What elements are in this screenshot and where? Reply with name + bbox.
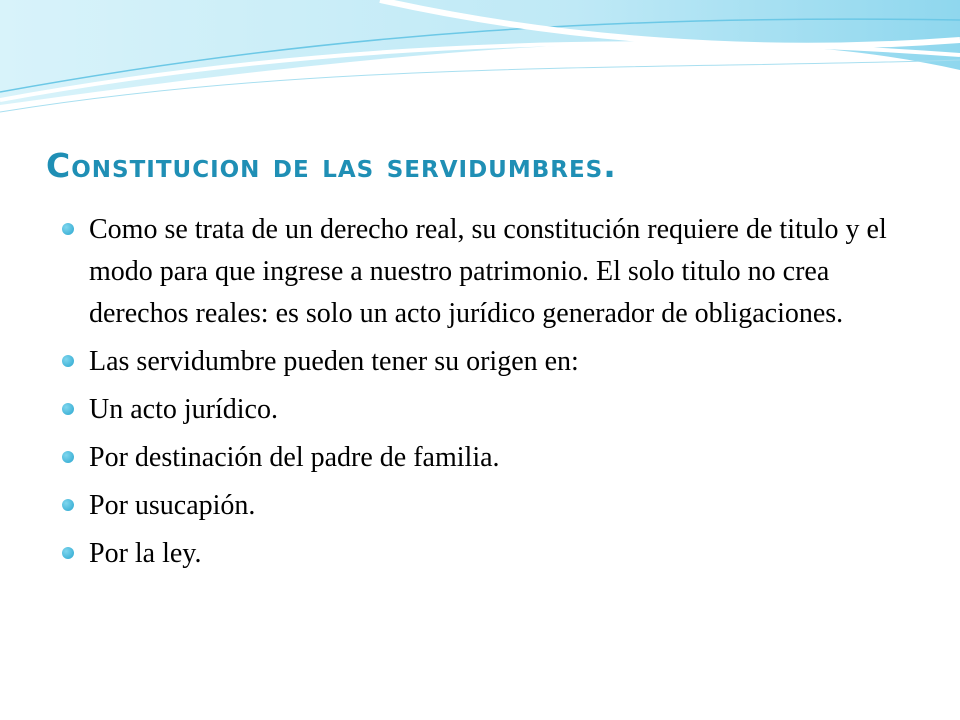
- bullet-text: Un acto jurídico.: [89, 394, 278, 425]
- list-item: [62, 341, 912, 383]
- bullet-text: Por usucapión.: [89, 490, 256, 521]
- bullet-text: Por la ley.: [89, 538, 202, 569]
- bullet-icon: [62, 451, 74, 463]
- list-item: [62, 389, 912, 431]
- bullet-list: [62, 209, 912, 581]
- bullet-icon: [62, 223, 74, 235]
- bullet-icon: [62, 403, 74, 415]
- bullet-text: Las servidumbre pueden tener su origen en:: [89, 346, 579, 377]
- bullet-icon: [62, 355, 74, 367]
- list-item: [62, 437, 912, 479]
- list-item: [62, 533, 912, 575]
- bullet-text: Como se trata de un derecho real, su constitución requiere de titulo y el modo para que ingrese a nuestro patrimonio. El solo titulo no crea derechos reales: es solo un acto jurídico generador de obligaciones.: [89, 214, 887, 329]
- bullet-icon: [62, 547, 74, 559]
- bullet-icon: [62, 499, 74, 511]
- list-item: [62, 485, 912, 527]
- header-wave-decoration: [0, 0, 960, 120]
- slide-title: Constitucion de las servidumbres.: [46, 146, 617, 185]
- list-item: [62, 209, 912, 335]
- bullet-text: Por destinación del padre de familia.: [89, 442, 500, 473]
